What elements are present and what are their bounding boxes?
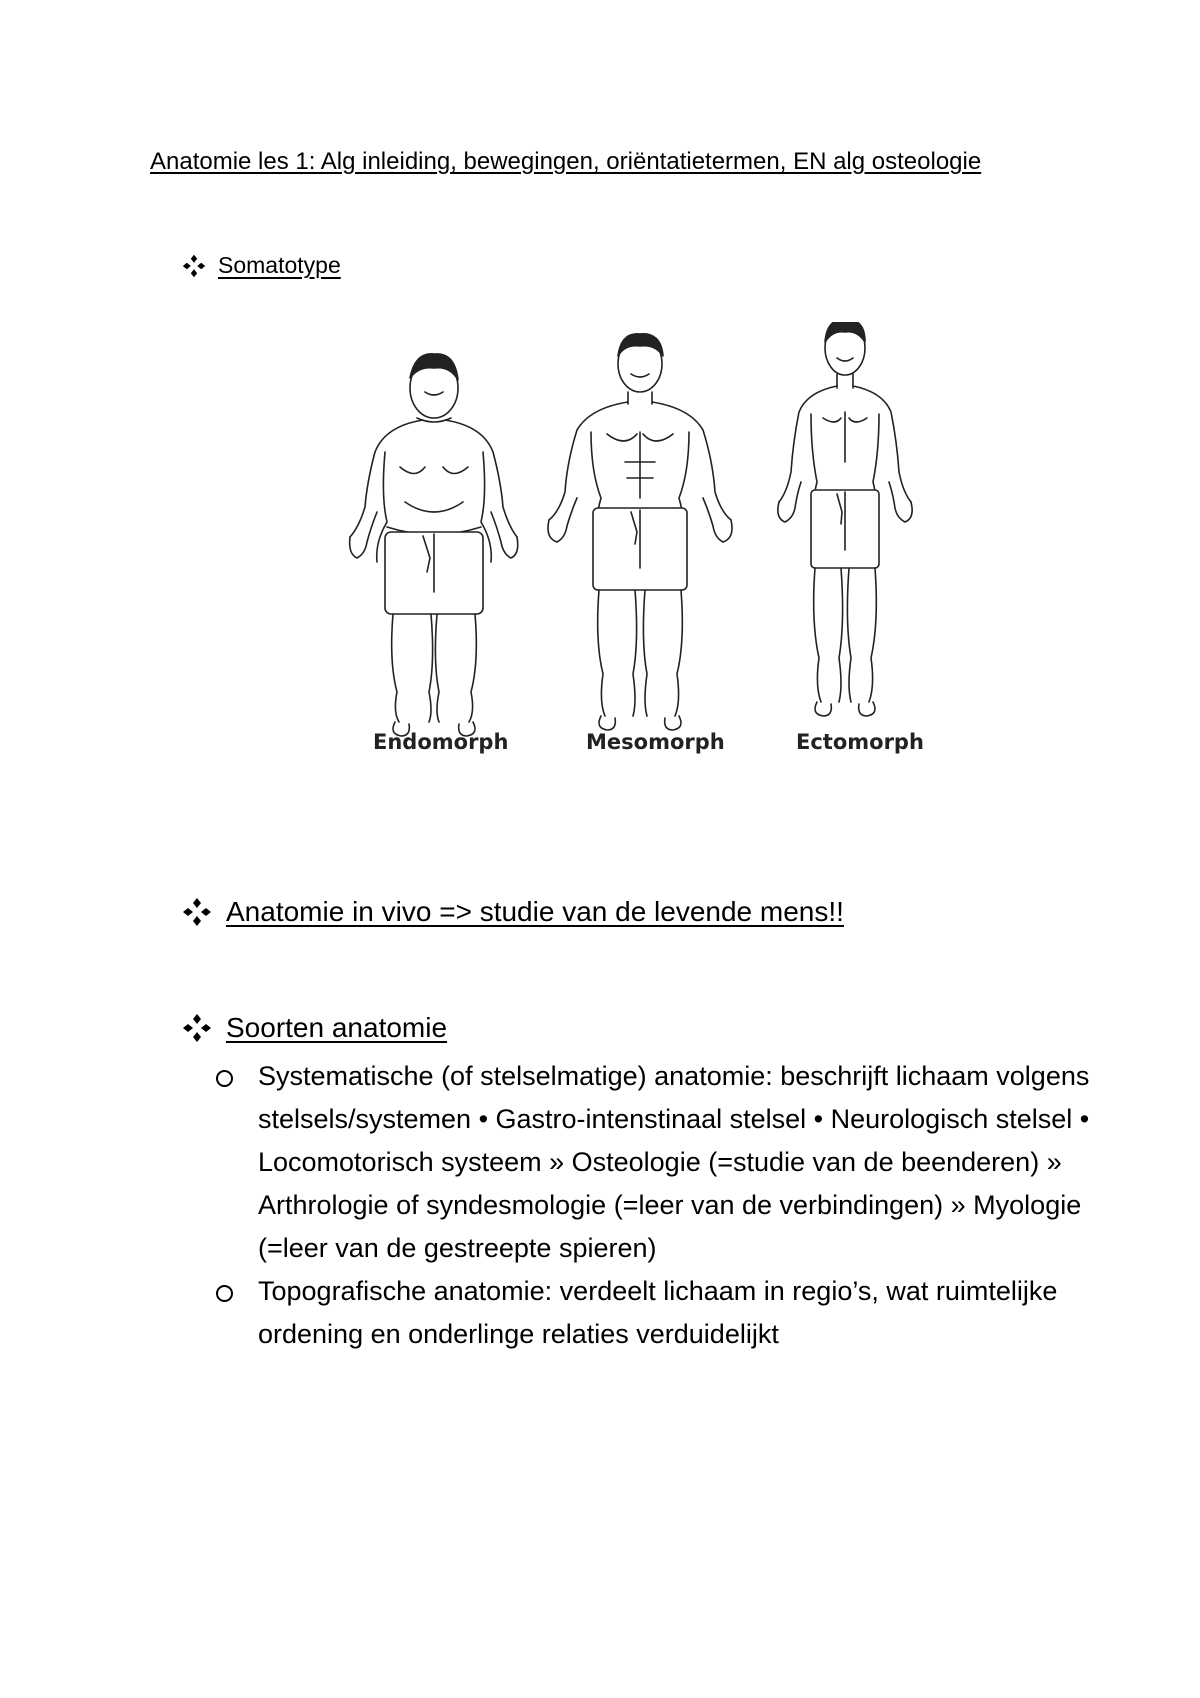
mesomorph-figure (548, 334, 732, 730)
somatotype-illustration (345, 322, 945, 762)
section-heading-anatomie-in-vivo (182, 896, 844, 928)
soorten-anatomie-list (212, 1055, 1092, 1356)
section-heading-text: Anatomie in vivo => studie van de levende mens!! (226, 896, 844, 927)
section-heading-text: Soorten anatomie (226, 1012, 448, 1043)
list-item-text: Systematische (of stelselmatige) anatomie: beschrijft lichaam volgens stelsels/systemen • Gastro-intenstinaal stelsel • Neurologisch stelsel • Locomotorisch systeem » Osteologie (=studie van de beenderen) » Arthrologie of syndesmologie (=leer van de verbindingen) » Myologie (=leer van de gestreepte spieren) (258, 1061, 1090, 1263)
four-diamond-bullet-icon (182, 254, 206, 278)
list-item (212, 1270, 1092, 1356)
ectomorph-figure (778, 322, 912, 716)
section-heading-soorten-anatomie (182, 1012, 447, 1044)
figure-label-endomorph: Endomorph (373, 730, 509, 754)
section-heading-text: Somatotype (218, 252, 341, 278)
list-item-text: Topografische anatomie: verdeelt lichaam in regio’s, wat ruimtelijke ordening en onderlinge relaties verduidelijkt (258, 1276, 1058, 1349)
endomorph-figure (350, 354, 518, 736)
four-diamond-bullet-icon (182, 1013, 212, 1043)
document-title: Anatomie les 1: Alg inleiding, bewegingen, oriëntatietermen, EN alg osteologie (150, 148, 982, 175)
four-diamond-bullet-icon (182, 897, 212, 927)
figure-label-mesomorph: Mesomorph (586, 730, 725, 754)
hollow-circle-bullet-icon (216, 1070, 233, 1087)
hollow-circle-bullet-icon (216, 1285, 233, 1302)
figure-label-ectomorph: Ectomorph (796, 730, 924, 754)
section-heading-somatotype (182, 252, 341, 279)
list-item (212, 1055, 1092, 1270)
